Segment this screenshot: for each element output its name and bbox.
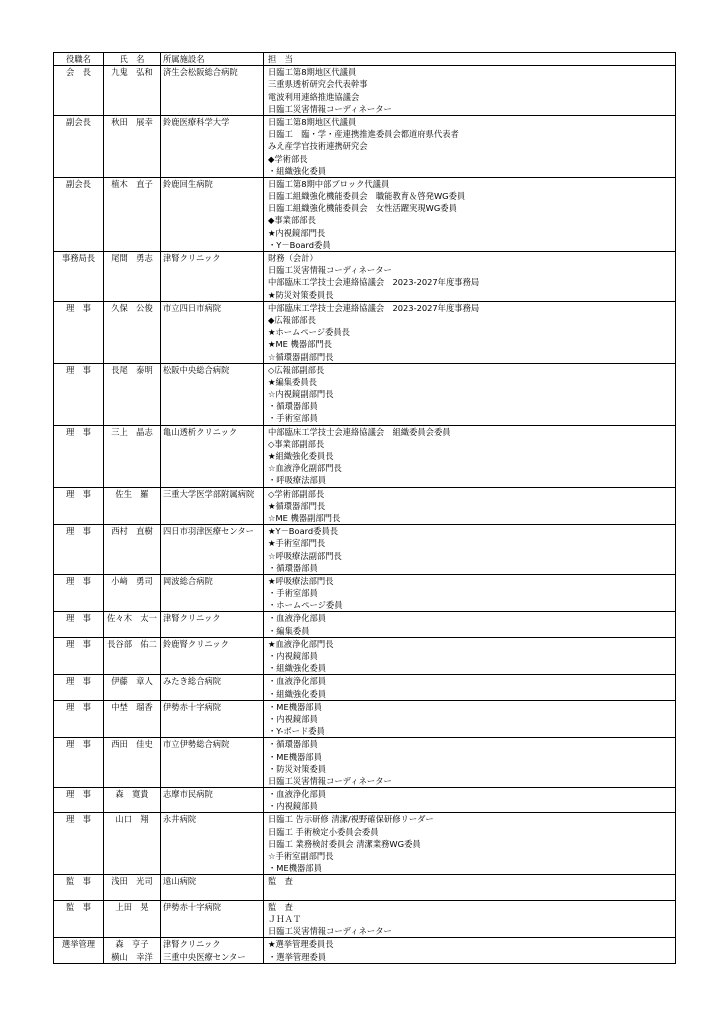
duty-line: ＪＨＡＴ	[268, 913, 302, 924]
name-cell	[104, 900, 161, 938]
role-cell: 副会長	[54, 115, 104, 177]
header-name: 氏 名	[104, 53, 161, 66]
facility-name: 伊勢赤十字病院	[163, 901, 222, 912]
facility-name: 津腎クリニック	[163, 939, 221, 950]
name-cell	[104, 700, 161, 738]
name-cell	[104, 66, 161, 116]
duty-line: 日臨工 手術検定小委員会委員	[268, 826, 379, 837]
duty-line: 日臨工 臨・学・産連携推進委員会都道府県代表者	[268, 129, 459, 140]
facility-name: 市立四日市病院	[163, 302, 222, 313]
duty-line: 日臨工組織強化機能委員会 職能教育＆啓発WG委員	[268, 191, 466, 202]
header-facility: 所属施設名	[161, 53, 264, 66]
duties-cell	[264, 738, 676, 788]
duty-line: ◇学術部副部長	[268, 488, 325, 499]
role-cell: 理 事	[54, 574, 104, 612]
facility-name: 四日市羽津医療センター	[163, 526, 254, 537]
role-cell: 理 事	[54, 637, 104, 675]
name-cell	[104, 363, 161, 425]
duty-line: ・血液浄化部員	[268, 789, 327, 800]
duties-cell	[264, 574, 676, 612]
duty-line: ・選挙管理委員	[268, 951, 327, 962]
duty-line: 日臨工 業務検討委員会 清潔業務WG委員	[268, 838, 421, 849]
role-cell: 理 事	[54, 700, 104, 738]
facility-name: 津腎クリニック	[163, 253, 221, 264]
role-cell: 理 事	[54, 301, 104, 363]
duties-cell	[264, 363, 676, 425]
role-cell: 理 事	[54, 675, 104, 700]
duty-line: ・組織強化委員	[268, 688, 327, 699]
facility-name: 鈴鹿回生病院	[163, 178, 213, 189]
duty-line: ・呼吸療法部員	[268, 475, 327, 486]
table-row	[54, 612, 676, 637]
person-name: 森 亨子	[115, 939, 149, 950]
table-row	[54, 177, 676, 251]
duty-line: ・循環器部員	[268, 739, 318, 750]
facility-cell	[161, 637, 264, 675]
name-cell	[104, 525, 161, 575]
table-row	[54, 574, 676, 612]
person-name: 植木 直子	[111, 178, 153, 189]
table-row	[54, 675, 676, 700]
duty-line: ・組織強化委員	[268, 663, 327, 674]
facility-cell	[161, 612, 264, 637]
duty-line: ・防災対策委員	[268, 763, 327, 774]
duty-line: ☆手術室副部門長	[268, 851, 334, 862]
table-header-row	[54, 53, 676, 66]
facility-name: 鈴鹿腎クリニック	[163, 638, 229, 649]
name-cell	[104, 115, 161, 177]
table-row	[54, 425, 676, 487]
duty-line: ・内視鏡部員	[268, 713, 318, 724]
duty-line: ・組織強化委員	[268, 165, 327, 176]
facility-cell	[161, 115, 264, 177]
duty-line: ★血液浄化部門長	[268, 638, 334, 649]
table-row	[54, 813, 676, 875]
duty-line: ☆ME 機器副部門長	[268, 512, 341, 523]
facility-cell	[161, 813, 264, 875]
duty-line: 監 査	[268, 876, 293, 887]
duty-line: ・内視鏡部員	[268, 801, 318, 812]
name-cell	[104, 813, 161, 875]
person-name: 秋田 展幸	[111, 116, 153, 127]
role-cell: 理 事	[54, 788, 104, 813]
duty-line: ・ME機器部員	[268, 751, 322, 762]
name-cell	[104, 425, 161, 487]
table-row	[54, 938, 676, 963]
role-cell: 理 事	[54, 425, 104, 487]
table-row	[54, 900, 676, 938]
duty-line: ★呼吸療法部門長	[268, 575, 334, 586]
person-name: 佐生 羅	[115, 488, 149, 499]
person-name: 尾間 勇志	[111, 253, 153, 264]
facility-cell	[161, 788, 264, 813]
officer-roster	[53, 52, 667, 964]
duties-cell	[264, 788, 676, 813]
duties-cell	[264, 177, 676, 251]
duty-line: 日臨工災害情報コーディネーター	[268, 265, 392, 276]
facility-cell	[161, 738, 264, 788]
duties-cell	[264, 425, 676, 487]
duties-cell	[264, 66, 676, 116]
facility-name: 岡波総合病院	[163, 575, 213, 586]
role-cell: 監 事	[54, 875, 104, 900]
duties-cell	[264, 252, 676, 302]
duty-line: ☆循環器副部門長	[268, 351, 334, 362]
duties-cell	[264, 115, 676, 177]
name-cell	[104, 938, 161, 963]
duty-line: ・編集委員	[268, 625, 310, 636]
duties-cell	[264, 813, 676, 875]
duty-line: 中部臨床工学技士会連絡協議会 2023-2027年度事務局	[268, 277, 480, 288]
facility-name: 松阪中央総合病院	[163, 364, 230, 375]
name-cell	[104, 875, 161, 900]
duty-line: ◆広報部部長	[268, 314, 316, 325]
duty-line	[268, 888, 673, 900]
facility-cell	[161, 66, 264, 116]
facility-name: 伊勢赤十字病院	[163, 701, 222, 712]
role-cell: 理 事	[54, 363, 104, 425]
duty-line: ・循環器部員	[268, 562, 318, 573]
header-role: 役職名	[54, 53, 104, 66]
facility-name: 亀山透析クリニック	[163, 426, 238, 437]
table-row	[54, 115, 676, 177]
table-row	[54, 301, 676, 363]
duty-line: ◆学術部長	[268, 153, 308, 164]
duty-line: ・手術室部員	[268, 413, 318, 424]
facility-name: 志摩市民病院	[163, 789, 213, 800]
role-cell: 会 長	[54, 66, 104, 116]
person-name: 横山 幸洋	[111, 951, 153, 962]
duty-line: 日臨工 告示研修 清潔/視野確保研修リーダー	[268, 814, 434, 825]
duty-line: みえ産学官技術連携研究会	[268, 141, 368, 152]
table-row	[54, 700, 676, 738]
facility-cell	[161, 675, 264, 700]
role-cell: 選挙管理	[54, 938, 104, 963]
duty-line: 日臨工第8期中部ブロック代議員	[268, 178, 390, 189]
duties-cell	[264, 675, 676, 700]
duty-line: 三重県透析研究会代表幹事	[268, 79, 368, 90]
duty-line: ★ME 機器部門長	[268, 339, 332, 350]
duties-cell	[264, 301, 676, 363]
name-cell	[104, 177, 161, 251]
person-name: 浅田 光司	[111, 876, 153, 887]
duty-line: ・手術室部員	[268, 588, 318, 599]
duty-line: ・ホームページ委員	[268, 600, 343, 611]
facility-cell	[161, 574, 264, 612]
person-name: 久保 公俊	[111, 302, 153, 313]
person-name: 西田 佳史	[111, 739, 153, 750]
duty-line: ★ホームページ委員長	[268, 327, 350, 338]
header-duties: 担 当	[264, 53, 676, 66]
duty-line: ★選挙管理委員長	[268, 939, 334, 950]
duty-line: 監 査	[268, 901, 293, 912]
person-name: 小﨑 勇司	[111, 575, 153, 586]
facility-name: みたき総合病院	[163, 676, 222, 687]
person-name: 長谷部 佑二	[107, 638, 157, 649]
duty-line: 日臨工第8期地区代議員	[268, 116, 357, 127]
table-row	[54, 363, 676, 425]
name-cell	[104, 738, 161, 788]
facility-cell	[161, 938, 264, 963]
person-name: 山口 翔	[115, 814, 149, 825]
table-row	[54, 637, 676, 675]
person-name: 佐々木 太一	[107, 613, 157, 624]
table-row	[54, 875, 676, 900]
duty-line: 日臨工第8期地区代議員	[268, 67, 357, 78]
role-cell: 事務局長	[54, 252, 104, 302]
person-name: 長尾 泰明	[111, 364, 153, 375]
role-cell: 理 事	[54, 487, 104, 525]
facility-cell	[161, 700, 264, 738]
duty-line: ・Y-ボード委員	[268, 726, 325, 737]
role-cell: 理 事	[54, 738, 104, 788]
duty-line: ★Y－Board委員長	[268, 526, 339, 537]
duties-cell	[264, 487, 676, 525]
name-cell	[104, 637, 161, 675]
facility-cell	[161, 301, 264, 363]
role-cell: 理 事	[54, 813, 104, 875]
duty-line: ★内視鏡部門長	[268, 227, 326, 238]
duty-line: ★編集委員長	[268, 376, 317, 387]
duty-line: ◇事業部副部長	[268, 438, 325, 449]
facility-name: 津腎クリニック	[163, 613, 221, 624]
duty-line: ・内視鏡部員	[268, 651, 318, 662]
duty-line: 電波利用連絡推進協議会	[268, 91, 360, 102]
facility-cell	[161, 177, 264, 251]
person-name: 中埜 瑠香	[111, 701, 153, 712]
duties-cell	[264, 900, 676, 938]
name-cell	[104, 252, 161, 302]
officer-table	[53, 52, 676, 964]
duty-line: 中部臨床工学技士会連絡協議会 組織委員会委員	[268, 426, 451, 437]
duty-line: ☆呼吸療法副部門長	[268, 550, 342, 561]
duty-line: 日臨工組織強化機能委員会 女性活躍実現WG委員	[268, 203, 457, 214]
person-name: 西村 直樹	[111, 526, 153, 537]
duty-line: 日臨工災害情報コーディネーター	[268, 926, 392, 937]
duty-line: ・Y－Board委員	[268, 239, 331, 250]
role-cell: 副会長	[54, 177, 104, 251]
duties-cell	[264, 938, 676, 963]
person-name: 伊藤 章人	[111, 676, 153, 687]
facility-cell	[161, 252, 264, 302]
duties-cell	[264, 875, 676, 900]
name-cell	[104, 788, 161, 813]
name-cell	[104, 301, 161, 363]
role-cell: 理 事	[54, 525, 104, 575]
facility-name: 鈴鹿医療科学大学	[163, 116, 230, 127]
table-row	[54, 525, 676, 575]
duties-cell	[264, 525, 676, 575]
facility-name: 三重大学医学部附属病院	[163, 488, 255, 499]
name-cell	[104, 675, 161, 700]
duty-line: ◇広報部副部長	[268, 364, 325, 375]
person-name: 三上 晶志	[111, 426, 153, 437]
duty-line: ★組織強化委員長	[268, 451, 334, 462]
duty-line: ☆内視鏡副部門長	[268, 389, 334, 400]
table-row	[54, 788, 676, 813]
table-row	[54, 66, 676, 116]
table-row	[54, 738, 676, 788]
duty-line: ・血液浄化部員	[268, 613, 327, 624]
facility-cell	[161, 425, 264, 487]
person-name: 上田 晃	[115, 901, 149, 912]
facility-cell	[161, 363, 264, 425]
person-name: 九鬼 弘和	[111, 67, 153, 78]
duty-line: ◆事業部部長	[268, 215, 316, 226]
facility-cell	[161, 900, 264, 938]
duties-cell	[264, 637, 676, 675]
duty-line: ★手術室部門長	[268, 538, 326, 549]
duties-cell	[264, 700, 676, 738]
duty-line: ・ME機器部員	[268, 863, 322, 874]
duty-line: ☆血液浄化副部門長	[268, 463, 342, 474]
duty-line: ・循環器部員	[268, 401, 318, 412]
duties-cell	[264, 612, 676, 637]
duty-line: ★防災対策委員長	[268, 289, 334, 300]
duty-line: ・血液浄化部員	[268, 676, 327, 687]
duty-line: 日臨工災害情報コーディネーター	[268, 103, 392, 114]
role-cell: 監 事	[54, 900, 104, 938]
facility-name: 三重中央医療センター	[163, 951, 246, 962]
facility-name: 済生会松阪総合病院	[163, 67, 238, 78]
facility-cell	[161, 487, 264, 525]
duty-line: 財務（会計）	[268, 253, 318, 264]
table-row	[54, 487, 676, 525]
name-cell	[104, 612, 161, 637]
facility-name: 遠山病院	[163, 876, 197, 887]
name-cell	[104, 574, 161, 612]
name-cell	[104, 487, 161, 525]
facility-name: 永井病院	[163, 814, 197, 825]
table-row	[54, 252, 676, 302]
role-cell: 理 事	[54, 612, 104, 637]
duty-line: 中部臨床工学技士会連絡協議会 2023-2027年度事務局	[268, 302, 480, 313]
person-name: 森 寛貴	[115, 789, 149, 800]
duty-line: ★循環器部門長	[268, 500, 326, 511]
duty-line: ・ME機器部員	[268, 701, 322, 712]
duty-line: 日臨工災害情報コーディネーター	[268, 775, 392, 786]
facility-cell	[161, 525, 264, 575]
facility-name: 市立伊勢総合病院	[163, 739, 230, 750]
facility-cell	[161, 875, 264, 900]
